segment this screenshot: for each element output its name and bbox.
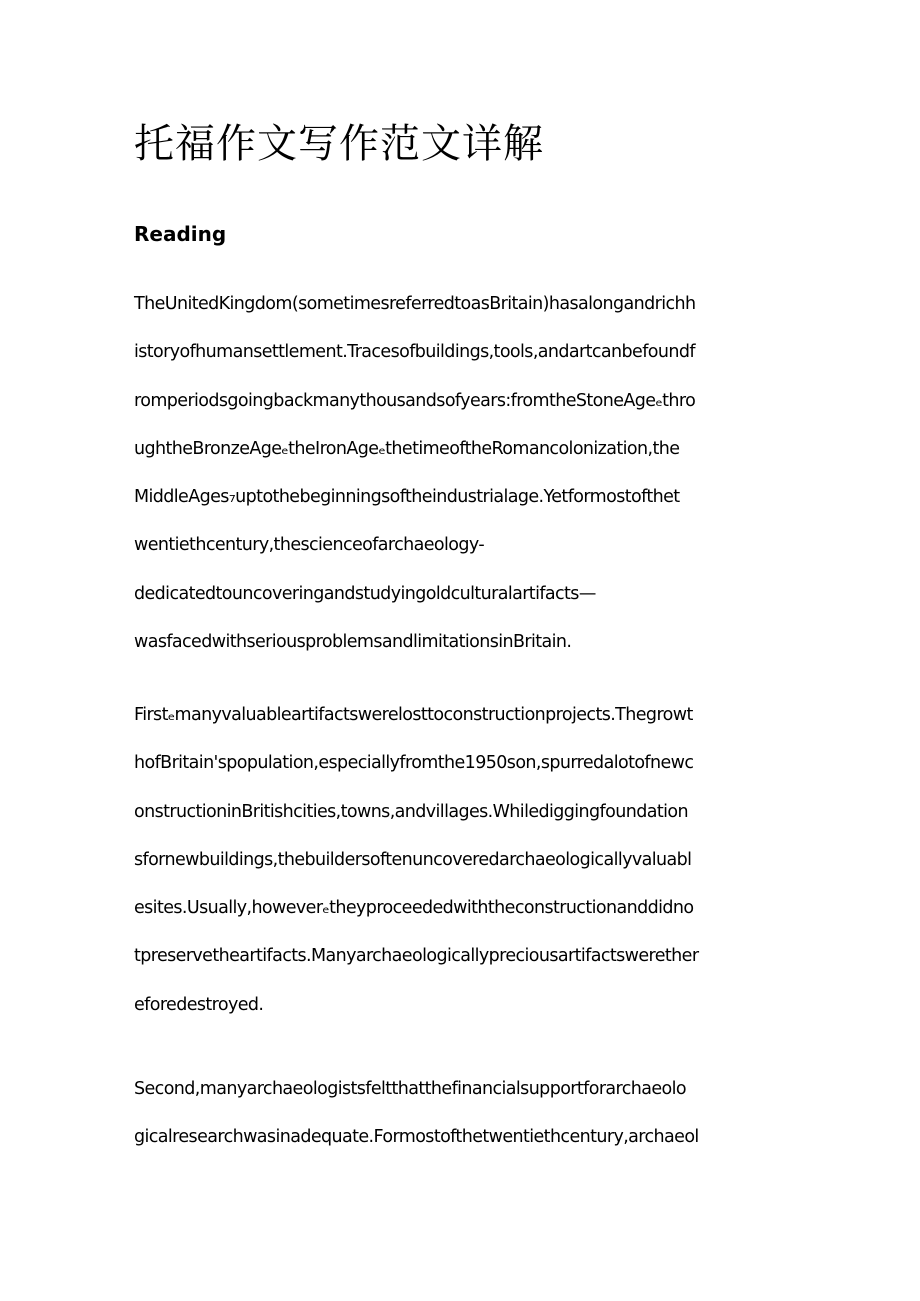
text-line: hofBritain'spopulation,especiallyfromthe1950son,spurredalotofnewc	[134, 753, 694, 774]
text-line: eforedestroyed.	[134, 994, 264, 1015]
text-line: wentiethcentury,thescienceofarchaeology-	[134, 535, 485, 556]
text-line: wasfacedwithseriousproblemsandlimitationsinBritain.	[134, 632, 572, 653]
text-line: onstructioninBritishcities,towns,andvillages.Whilediggingfoundation	[134, 801, 688, 822]
text-line: sfornewbuildings,thebuildersoftenuncoveredarchaeologicallyvaluabl	[134, 849, 692, 870]
text-line: dedicatedtouncoveringandstudyingoldculturalartifacts—	[134, 583, 596, 604]
text-line: TheUnitedKingdom(sometimesreferredtoasBritain)hasalongandrichh	[134, 294, 696, 314]
text-line: Second,manyarchaeologistsfeltthatthefinancialsupportforarchaeolo	[134, 1079, 687, 1099]
paragraph-3	[134, 1065, 794, 1162]
text-line: Firstₑmanyvaluableartifactswerelosttoconstructionprojects.Thegrowt	[134, 705, 693, 725]
text-line: MiddleAges₇uptothebeginningsoftheindustrialage.Yetformostofthet	[134, 487, 680, 508]
text-line: ughtheBronzeAgeₑtheIronAgeₑthetimeoftheRomancolonization,the	[134, 438, 680, 459]
section-heading: Reading	[134, 222, 227, 246]
text-line: romperiodsgoingbackmanythousandsofyears:fromtheStoneAgeₑthro	[134, 390, 696, 411]
text-line: gicalresearchwasinadequate.Formostofthetwentiethcentury,archaeol	[134, 1127, 699, 1148]
document-title: 托福作文写作范文详解	[134, 121, 544, 167]
text-line: istoryofhumansettlement.Tracesofbuildings,tools,andartcanbefoundf	[134, 342, 695, 363]
paragraph-2	[134, 691, 794, 1029]
text-line: tpreservetheartifacts.Manyarchaeologicallypreciousartifactswerether	[134, 946, 699, 967]
text-line: esites.Usually,howeverₑtheyproceededwiththeconstructionanddidno	[134, 898, 694, 919]
paragraph-1	[134, 280, 794, 666]
